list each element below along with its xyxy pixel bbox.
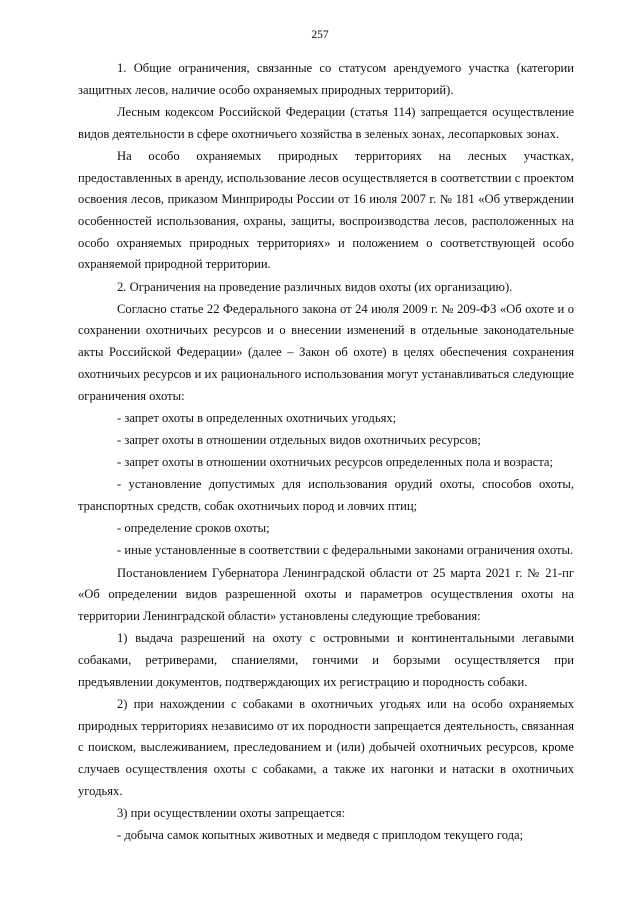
numbered-item: 3) при осуществлении охоты запрещается: [117, 805, 346, 820]
list-item: - добыча самок копытных животных и медведя с приплодом текущего года; [117, 828, 524, 843]
paragraph-hunting-restrictions-heading: 2. Ограничения на проведение различных видов охоты (их организацию). [117, 279, 513, 294]
paragraph-protected-areas: На особо охраняемых природных территориях на лесных участках, предоставленных в аренду, использование лесов осуществляется в соответствии с проектом освоения лесов, приказом Минприроды России от 16 июля 2007 г. № 181 «Об утверждении особенностей использования, охраны, защиты, воспроизводства лесов, расположенных на особо охраняемых природных территориях» и положением о соответствующей особо охраняемой природной территории. [78, 148, 574, 272]
list-item: - иные установленные в соответствии с федеральными законами ограничения охоты. [117, 543, 574, 558]
paragraph-forest-code: Лесным кодексом Российской Федерации (статья 114) запрещается осуществление видов деятельности в сфере охотничьего хозяйства в зеленых зонах, лесопарковых зонах. [78, 104, 574, 141]
paragraph-general-restrictions: 1. Общие ограничения, связанные со статусом арендуемого участка (категории защитных лесов, наличие особо охраняемых природных территорий). [78, 61, 574, 97]
list-item: - установление допустимых для использования орудий охоты, способов охоты, транспортных средств, собак охотничьих пород и ловчих птиц; [78, 477, 574, 514]
numbered-item: 1) выдача разрешений на охоту с островными и континентальными легавыми собаками, ретриверами, спаниелями, гончими и борзыми осуществляется при предъявлении документов, подтверждающих их регистрацию и породность собаки. [78, 631, 574, 689]
numbered-item: 2) при нахождении с собаками в охотничьих угодьях или на особо охраняемых природных территориях независимо от их породности запрещается деятельность, связанная с поиском, выслеживанием, преследованием и (или) добычей охотничьих ресурсов, кроме случаев осуществления охоты с собаками, а также их нагонки и натаски в охотничьих угодьях. [78, 696, 574, 798]
paragraph-federal-law: Согласно статье 22 Федерального закона от 24 июля 2009 г. № 209-ФЗ «Об охоте и о сохранении охотничьих ресурсов и о внесении изменений в отдельные законодательные акты Российской Федерации» (далее – Закон об охоте) в целях обеспечения сохранения охотничьих ресурсов и их рационального использования могут устанавливаться следующие ограничения охоты: [78, 301, 574, 403]
paragraph-governor-decree: Постановлением Губернатора Ленинградской области от 25 марта 2021 г. № 21-пг «Об определении видов разрешенной охоты и параметров осуществления охоты на территории Ленинградской области» установлены следующие требования: [78, 565, 574, 624]
list-item: - запрет охоты в определенных охотничьих угодьях; [117, 410, 397, 425]
list-item: - запрет охоты в отношении охотничьих ресурсов определенных пола и возраста; [117, 455, 554, 470]
list-item: - запрет охоты в отношении отдельных видов охотничьих ресурсов; [117, 432, 481, 447]
document-body [78, 58, 574, 847]
list-item: - определение сроков охоты; [117, 521, 270, 536]
page-number: 257 [311, 29, 329, 41]
